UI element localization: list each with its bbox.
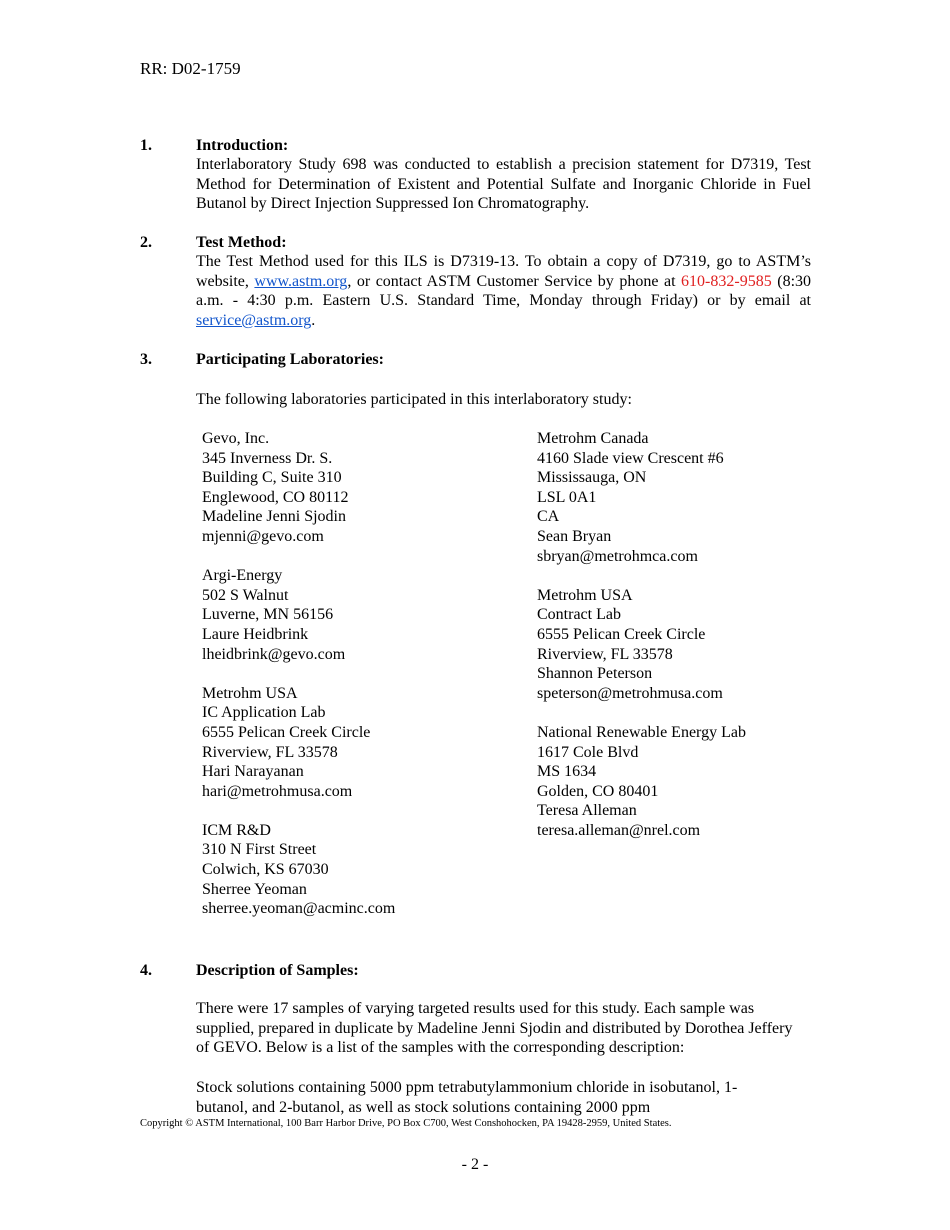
lab-line: Englewood, CO 80112 [202, 488, 349, 506]
lab-line: Golden, CO 80401 [537, 782, 659, 800]
lab-line: Contract Lab [537, 606, 621, 624]
lab-line: sherree.yeoman@acminc.com [202, 900, 396, 918]
lab-line: MS 1634 [537, 763, 597, 781]
section-2-text-a: The Test Method used for this ILS is D7319-13. To obtain a copy of D7319, go to ASTM’s website, [196, 253, 811, 290]
lab-line: 502 S Walnut [202, 586, 289, 604]
lab-line: National Renewable Energy Lab [537, 723, 746, 741]
lab-line: Shannon Peterson [537, 665, 653, 683]
lab-line: teresa.alleman@nrel.com [537, 821, 701, 839]
lab-line: 6555 Pelican Creek Circle [537, 625, 706, 643]
lab-line: 310 N First Street [202, 841, 317, 859]
lab-line: lheidbrink@gevo.com [202, 645, 346, 663]
lab-line: LSL 0A1 [537, 488, 597, 506]
lab-line: ICM R&D [202, 821, 271, 839]
section-2-text-c: (8:30 a.m. - 4:30 p.m. Eastern U.S. Standard Time, Monday through Friday) or by email at [196, 272, 812, 310]
lab-entry [202, 429, 395, 547]
lab-line: hari@metrohmusa.com [202, 782, 353, 800]
lab-line: Argi-Energy [202, 567, 283, 585]
lab-line: Sherree Yeoman [202, 880, 307, 898]
section-2-body [196, 252, 811, 330]
lab-line: IC Application Lab [202, 704, 326, 722]
lab-line: Metrohm Canada [537, 430, 649, 447]
section-4-para-2: Stock solutions containing 5000 ppm tetrabutylammonium chloride in isobutanol, 1-butanol, and 2-butanol, as well as stock solutions containing 2000 ppm [196, 1079, 738, 1116]
lab-entry [202, 566, 395, 664]
lab-line: Riverview, FL 33578 [537, 645, 673, 663]
lab-line: Luverne, MN 56156 [202, 606, 334, 624]
lab-line: Laure Heidbrink [202, 625, 309, 643]
copyright-notice: Copyright © ASTM International, 100 Barr Harbor Drive, PO Box C700, West Conshohocken, PA 19428-2959, United States. [140, 1118, 672, 1129]
lab-entry [202, 821, 395, 919]
section-4-title: Description of Samples: [196, 962, 359, 979]
page-number: - 2 - [461, 1156, 489, 1173]
section-1-body: Interlaboratory Study 698 was conducted to establish a precision statement for D7319, Test Method for Determination of Existent and Potential Sulfate and Inorganic Chloride in Fuel Butanol by Direct Injection Suppressed Ion Chromatography. [196, 156, 811, 213]
astm-website-link[interactable]: www.astm.org [254, 272, 348, 290]
lab-entry [537, 586, 746, 704]
lab-entry [537, 723, 746, 841]
lab-line: Gevo, Inc. [202, 430, 270, 447]
lab-line: Metrohm USA [537, 586, 633, 604]
lab-line: Sean Bryan [537, 527, 612, 545]
section-3-number: 3. [140, 351, 152, 368]
section-2-text-b: , or contact ASTM Customer Service by phone at [347, 272, 682, 290]
lab-line: Colwich, KS 67030 [202, 861, 329, 879]
section-3-intro: The following laboratories participated in this interlaboratory study: [196, 391, 632, 408]
report-id: RR: D02-1759 [140, 59, 241, 78]
section-2-number: 2. [140, 234, 152, 251]
service-email-link[interactable]: service@astm.org [196, 311, 312, 329]
lab-line: sbryan@metrohmca.com [537, 547, 698, 565]
lab-line: CA [537, 508, 560, 526]
lab-line: Madeline Jenni Sjodin [202, 508, 346, 526]
lab-line: speterson@metrohmusa.com [537, 684, 723, 702]
lab-line: 345 Inverness Dr. S. [202, 449, 333, 467]
labs-left-column [202, 429, 395, 938]
lab-line: 4160 Slade view Crescent #6 [537, 449, 724, 467]
phone-number: 610-832-9585 [681, 272, 772, 290]
section-4-para-1: There were 17 samples of varying targeted results used for this study. Each sample was supplied, prepared in duplicate by Madeline Jenni Sjodin and distributed by Dorothea Jeffery of GEVO. Below is a list of the samples with the corresponding description: [196, 1000, 793, 1057]
lab-line: Metrohm USA [202, 684, 298, 702]
section-2-title: Test Method: [196, 234, 287, 251]
section-2-text-d: . [311, 311, 316, 329]
section-4-number: 4. [140, 962, 152, 979]
lab-line: mjenni@gevo.com [202, 527, 324, 545]
lab-line: Hari Narayanan [202, 763, 304, 781]
lab-entry [537, 429, 746, 566]
section-1-title: Introduction: [196, 137, 289, 154]
labs-right-column [537, 429, 746, 860]
lab-entry [202, 684, 395, 802]
lab-line: Mississauga, ON [537, 469, 647, 487]
lab-line: Building C, Suite 310 [202, 469, 342, 487]
section-3-title: Participating Laboratories: [196, 351, 384, 368]
lab-line: Riverview, FL 33578 [202, 743, 338, 761]
lab-line: 1617 Cole Blvd [537, 743, 639, 761]
section-1-number: 1. [140, 137, 152, 154]
lab-line: 6555 Pelican Creek Circle [202, 723, 371, 741]
lab-line: Teresa Alleman [537, 802, 637, 820]
